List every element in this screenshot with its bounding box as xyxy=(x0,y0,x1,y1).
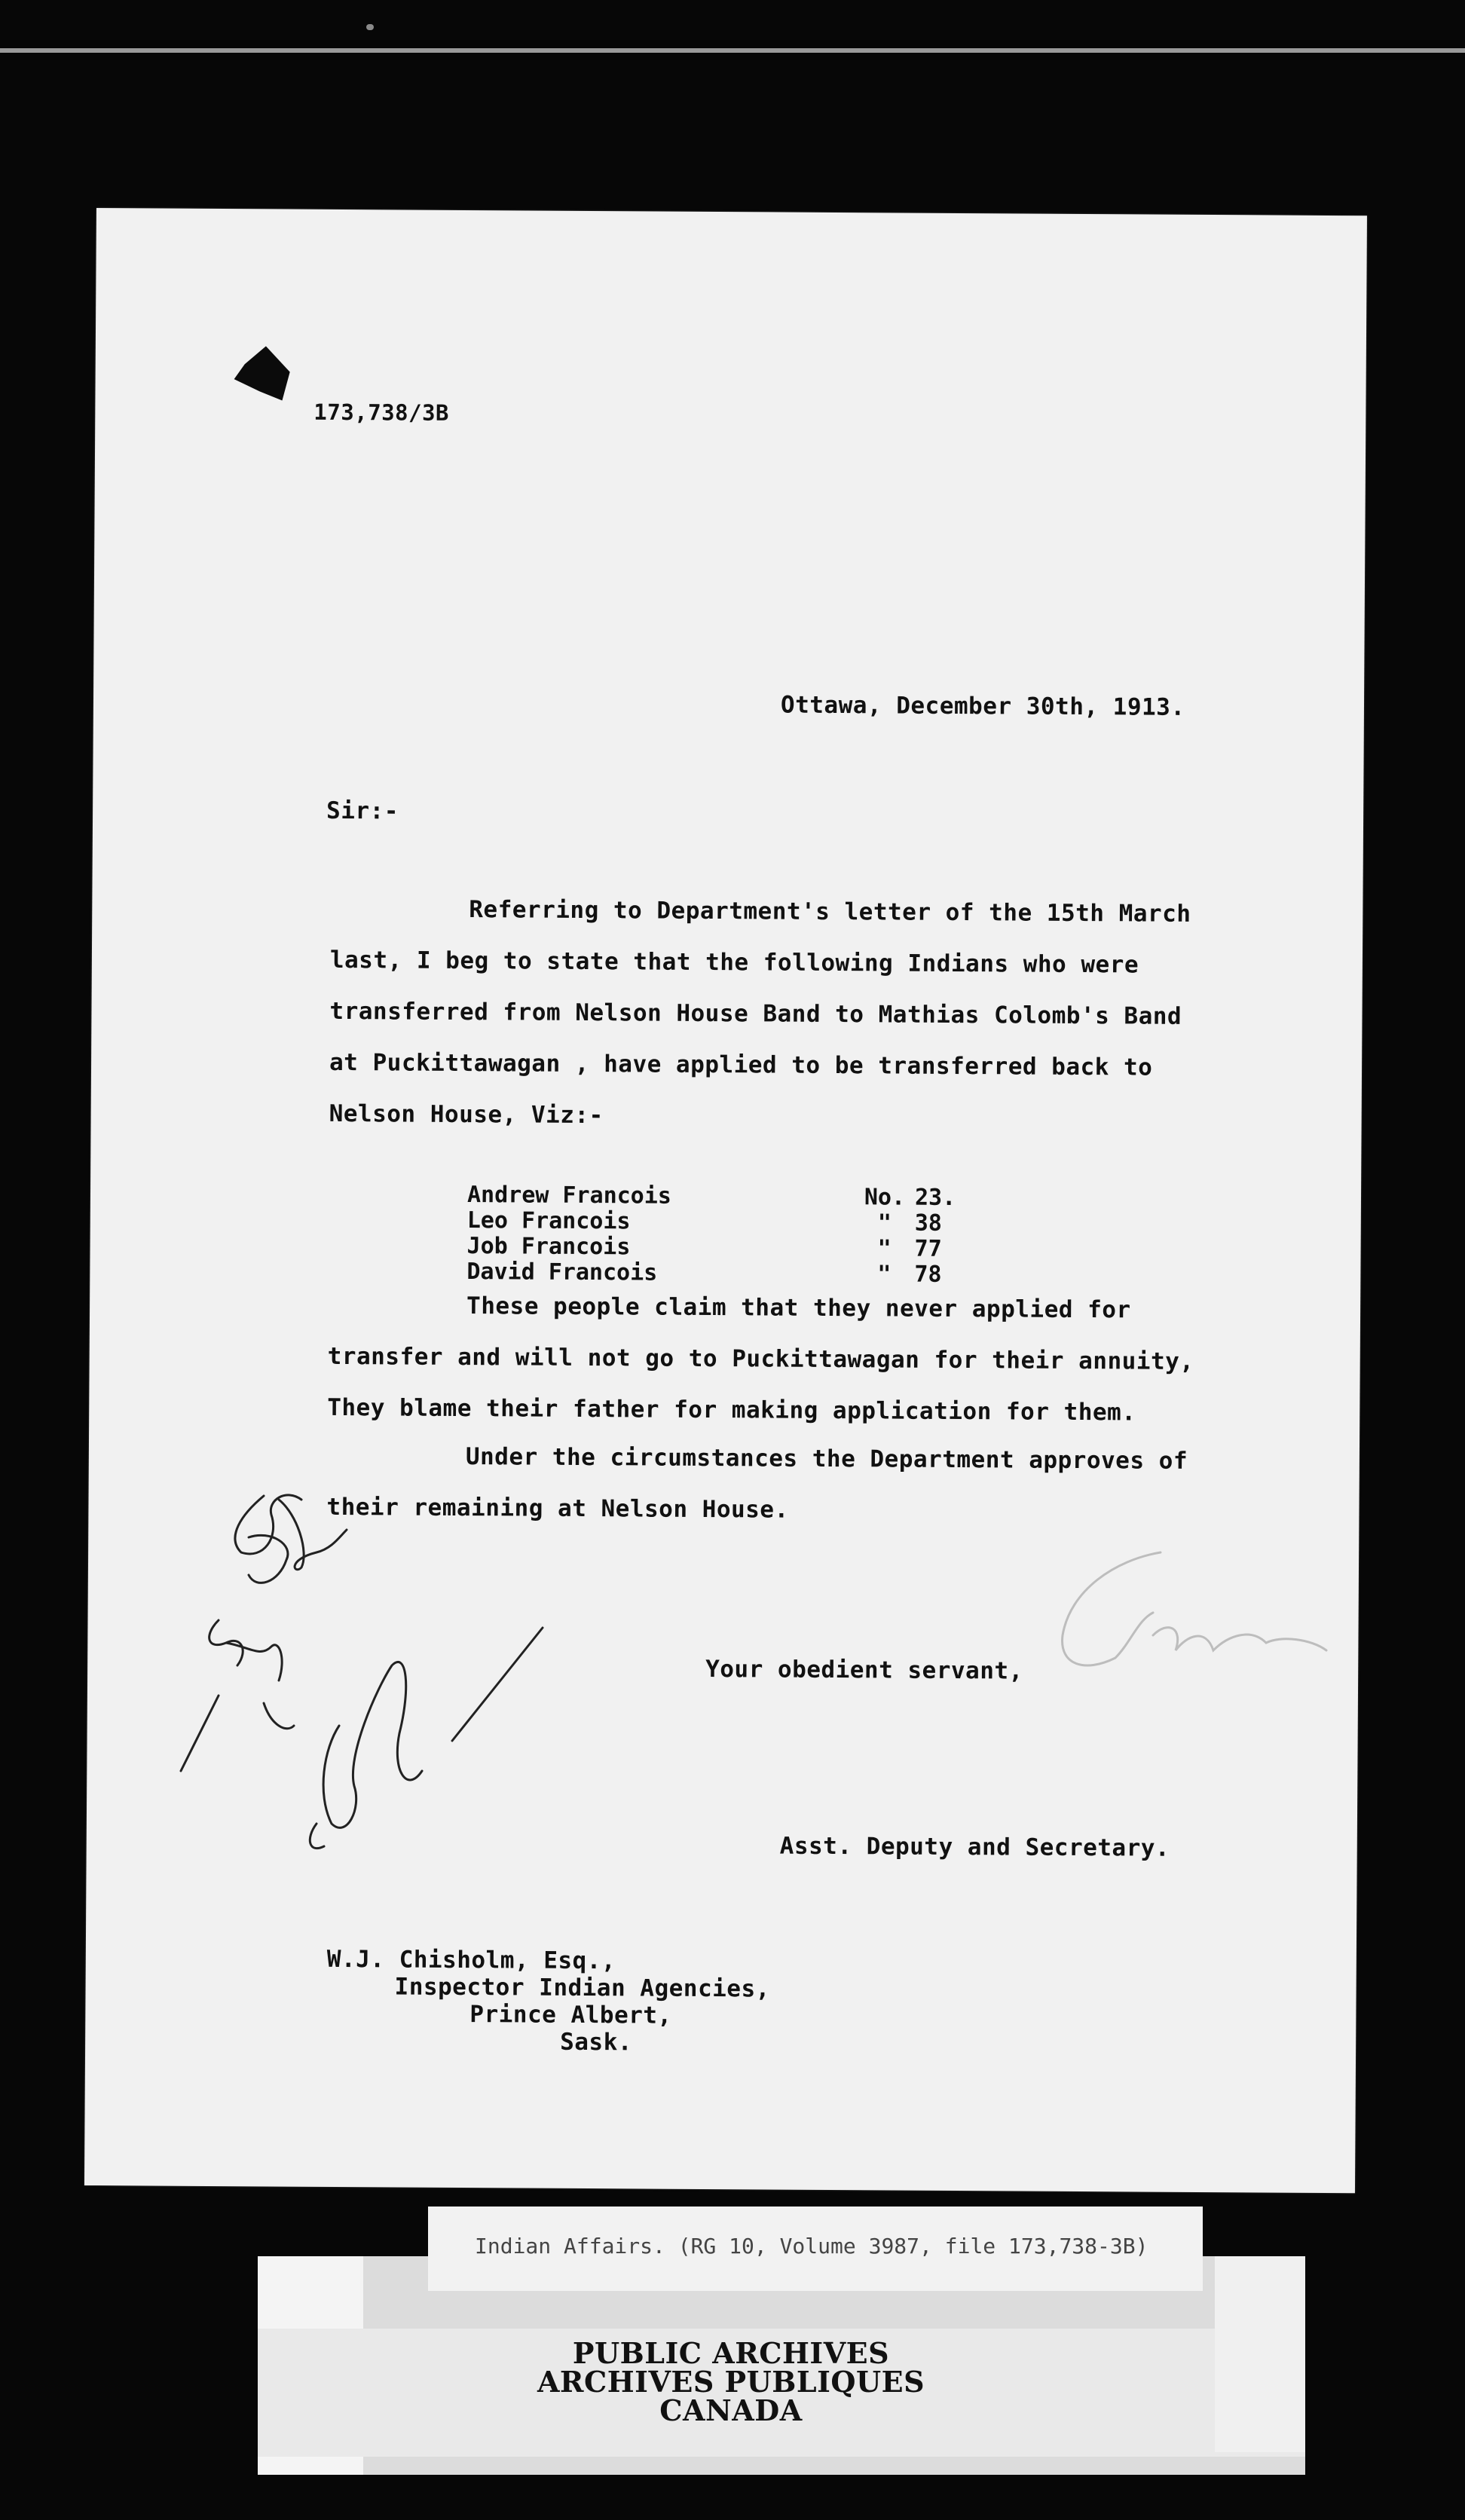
paragraph1-line: last, I beg to state that the following Indians who were xyxy=(329,946,1139,979)
address-line: Sask. xyxy=(560,2028,633,2057)
signature-scribble xyxy=(323,1662,422,1828)
archive-stamp xyxy=(528,2336,934,2427)
address-line: Inspector Indian Agencies, xyxy=(394,1973,770,2003)
place-date: Ottawa, December 30th, 1913. xyxy=(780,691,1185,721)
list-item: Andrew Francois No. 23. xyxy=(466,1182,956,1211)
paragraph2-line: They blame their father for making application for them. xyxy=(327,1393,1136,1427)
paragraph1-line: transferred from Nelson House Band to Mathias Colomb's Band xyxy=(329,997,1182,1030)
signature-scribble xyxy=(310,1824,324,1849)
stamp-line: ARCHIVES PUBLIQUES xyxy=(537,2365,925,2399)
list-item: Job Francois " 77 xyxy=(466,1233,942,1262)
paragraph1-line: Referring to Department's letter of the 15th March xyxy=(469,896,1191,928)
archive-reference-label xyxy=(428,2207,1203,2291)
archive-reference: Indian Affairs. (RG 10, Volume 3987, file 173,738-3B) xyxy=(475,2234,1148,2259)
address-line: W.J. Chisholm, Esq., xyxy=(326,1945,616,1975)
paragraph3-line: Under the circumstances the Department approves of xyxy=(465,1443,1188,1475)
faint-signature xyxy=(1063,1552,1326,1665)
initials-scribble xyxy=(210,1620,282,1681)
signature-title: Asst. Deputy and Secretary. xyxy=(779,1832,1170,1862)
stamp-line: PUBLIC ARCHIVES xyxy=(572,2336,890,2370)
list-item: Leo Francois " 38 xyxy=(466,1207,943,1237)
closing: Your obedient servant, xyxy=(705,1655,1023,1685)
initials-scribble xyxy=(279,1500,347,1570)
paragraph3-line: their remaining at Nelson House. xyxy=(326,1493,789,1524)
stroke-mark xyxy=(264,1703,294,1729)
stroke-mark xyxy=(181,1696,219,1771)
stamp-line: CANADA xyxy=(659,2393,803,2427)
list-item: David Francois " 78 xyxy=(466,1258,942,1288)
address-line: Prince Albert, xyxy=(469,2001,672,2029)
initials-scribble xyxy=(235,1495,301,1554)
paragraph2-line: These people claim that they never applied for xyxy=(466,1292,1131,1324)
paragraph1-line: Nelson House, Viz:- xyxy=(329,1099,604,1130)
stroke-mark xyxy=(452,1628,543,1741)
paragraph2-line: transfer and will not go to Puckittawagan for their annuity, xyxy=(327,1342,1194,1375)
salutation: Sir:- xyxy=(326,797,399,825)
paragraph1-line: at Puckittawagan , have applied to be transferred back to xyxy=(329,1048,1153,1081)
file-number: 173,738/3B xyxy=(313,399,450,426)
